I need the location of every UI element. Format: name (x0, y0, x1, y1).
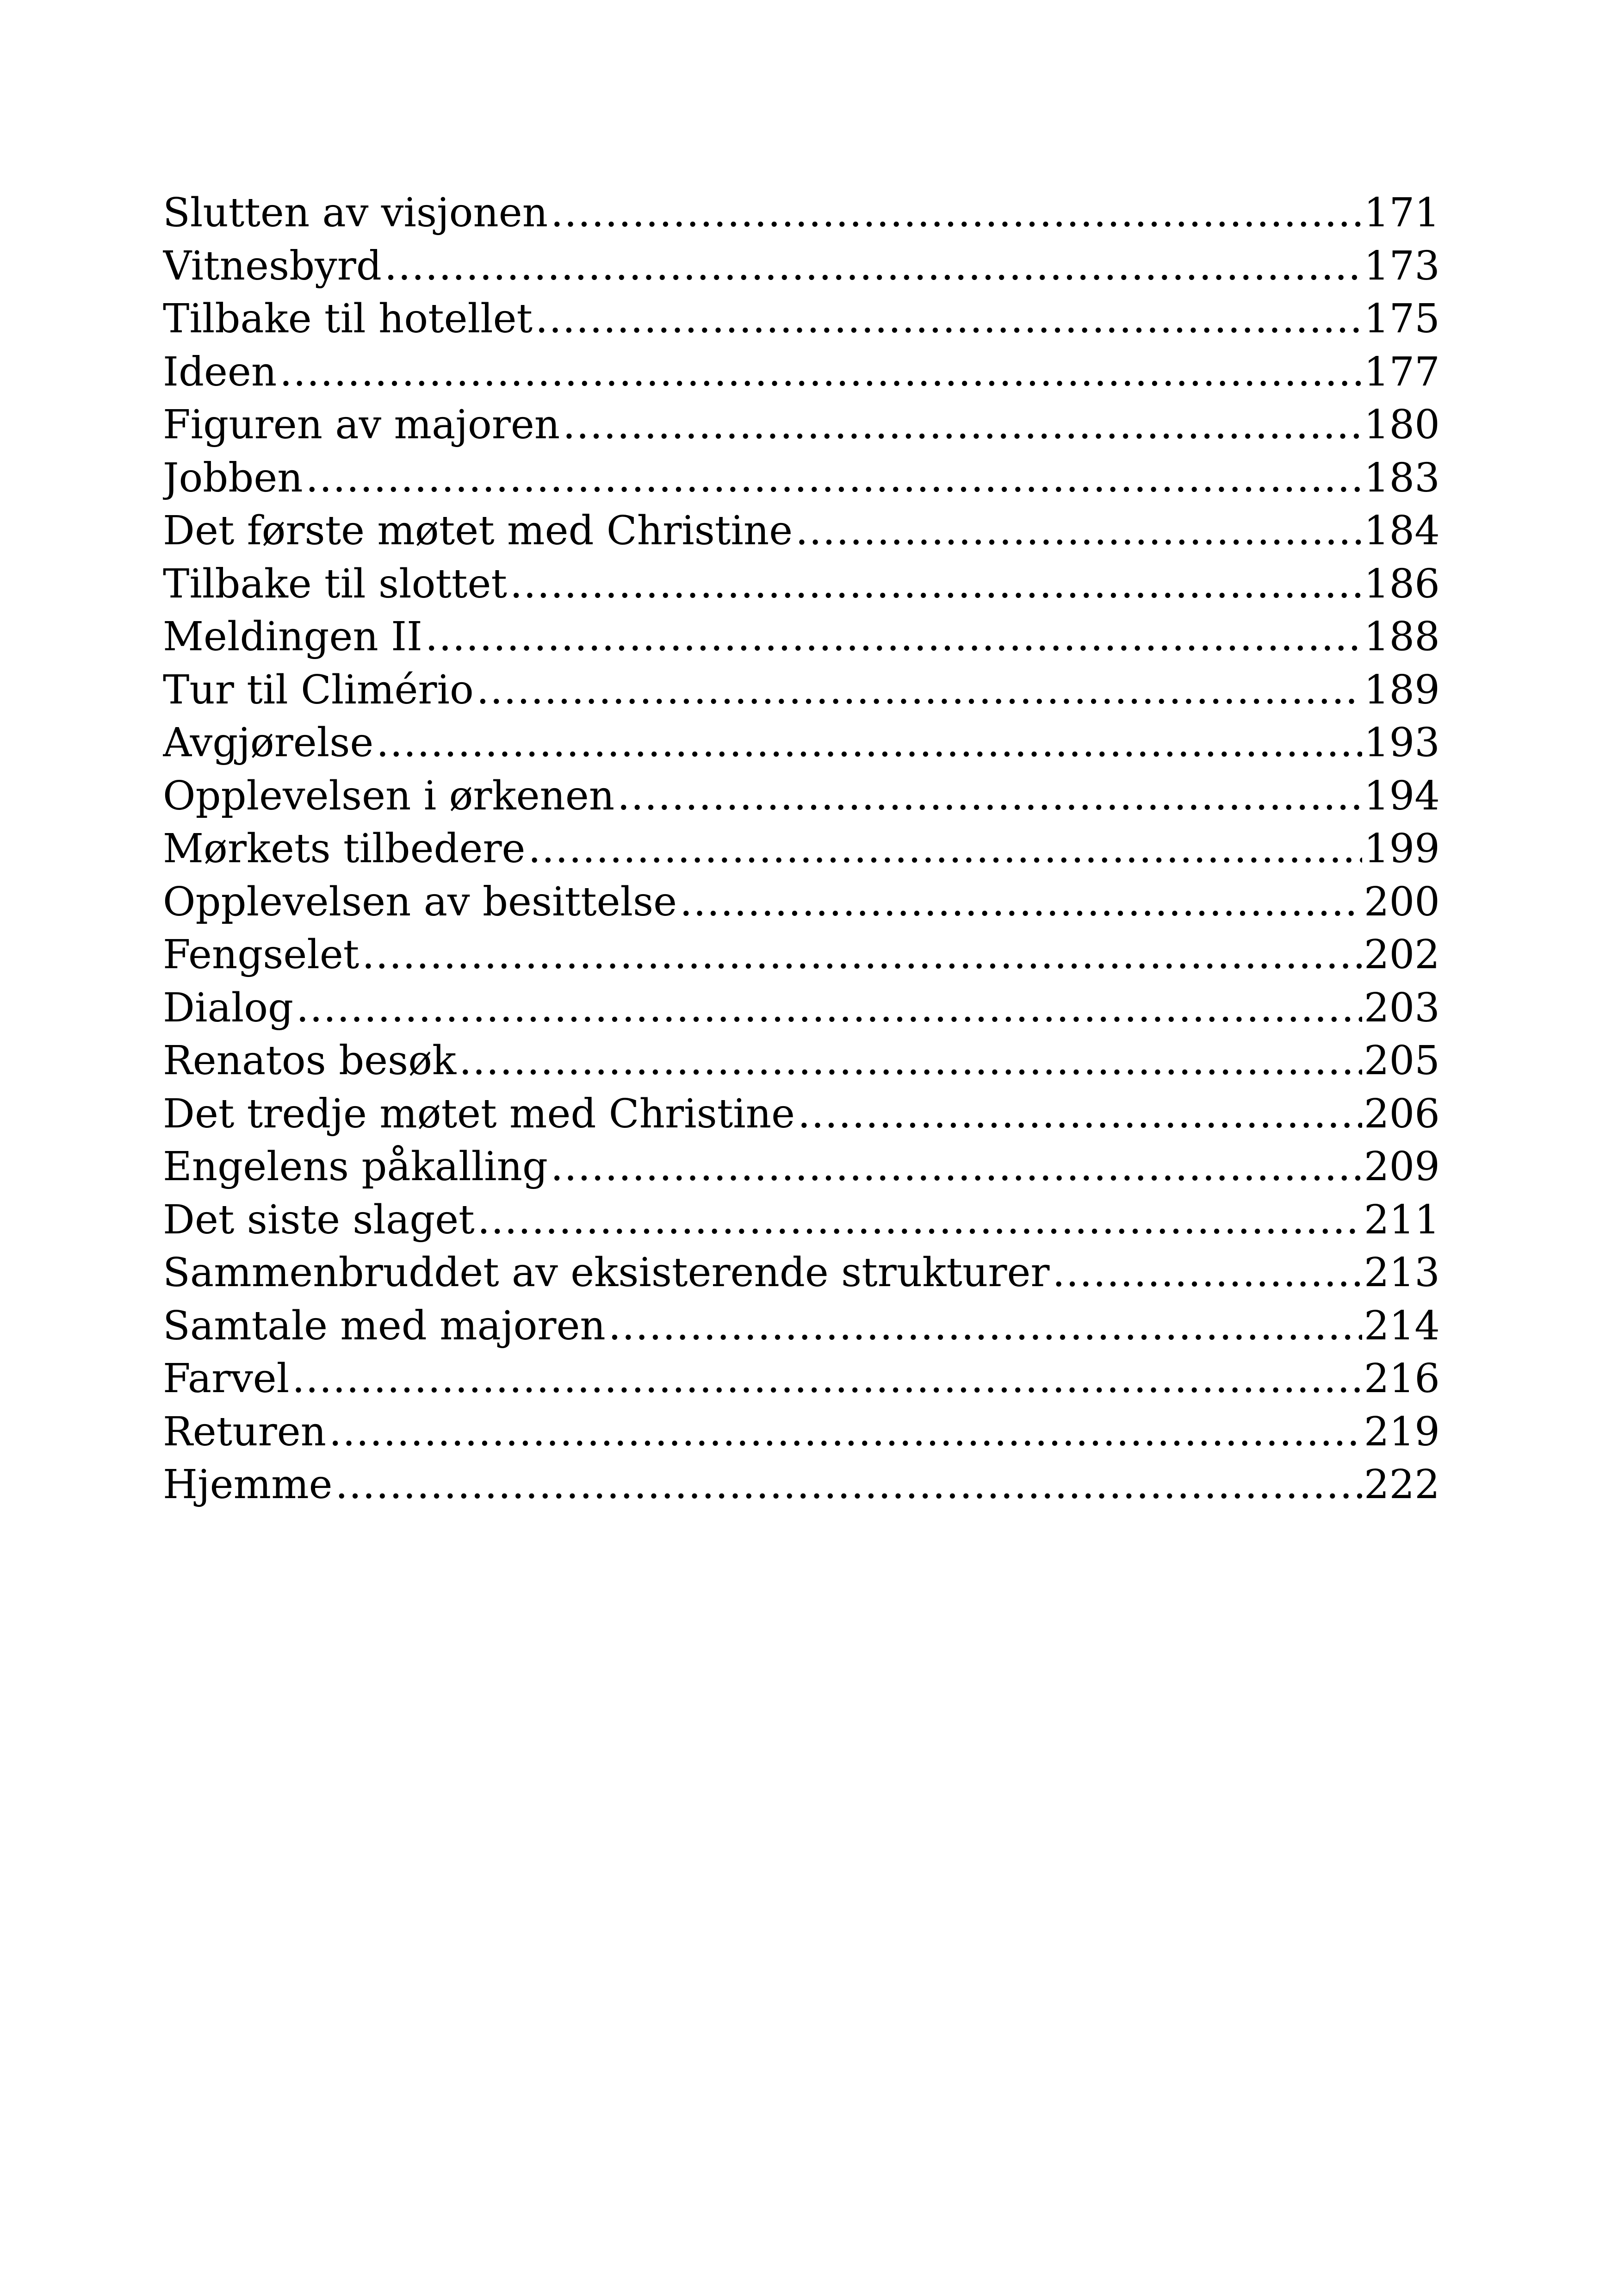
toc-entry (163, 292, 1440, 346)
toc-entry-page: 203 (1364, 984, 1440, 1031)
toc-entry-page: 206 (1364, 1090, 1440, 1137)
toc-entry-title: Opplevelsen i ørkenen (163, 772, 615, 819)
toc-dot-leader (551, 1140, 1362, 1194)
toc-entry-page: 184 (1364, 508, 1440, 554)
toc-dot-leader (680, 876, 1362, 929)
toc-dot-leader (477, 664, 1362, 717)
toc-entry-page: 216 (1364, 1356, 1440, 1402)
toc-dot-leader (617, 770, 1362, 823)
toc-entry (163, 346, 1440, 399)
toc-dot-leader (376, 716, 1362, 770)
toc-entry (163, 1246, 1440, 1300)
toc-entry-title: Det siste slaget (163, 1196, 475, 1243)
toc-dot-leader (362, 928, 1362, 982)
toc-dot-leader (528, 822, 1362, 876)
toc-entry-page: 175 (1364, 296, 1440, 342)
toc-dot-leader (510, 558, 1362, 611)
toc-entry-page: 214 (1364, 1302, 1440, 1349)
toc-entry (163, 1034, 1440, 1088)
toc-entry-title: Meldingen II (163, 614, 423, 660)
toc-entry-page: 189 (1364, 666, 1440, 713)
toc-entry-title: Det tredje møtet med Christine (163, 1090, 795, 1137)
toc-dot-leader (563, 398, 1362, 452)
table-of-contents (163, 187, 1440, 1512)
toc-entry (163, 1140, 1440, 1194)
toc-entry-page: 194 (1364, 772, 1440, 819)
toc-entry (163, 398, 1440, 452)
toc-dot-leader (798, 1088, 1362, 1141)
toc-entry-title: Dialog (163, 984, 294, 1031)
toc-dot-leader (329, 1406, 1362, 1459)
toc-dot-leader (306, 452, 1362, 505)
toc-entry-title: Ideen (163, 348, 277, 395)
toc-entry-title: Sammenbruddet av eksisterende strukturer (163, 1250, 1050, 1296)
toc-dot-leader (425, 610, 1362, 664)
toc-entry (163, 1352, 1440, 1406)
toc-entry-page: 173 (1364, 243, 1440, 289)
toc-entry-title: Jobben (163, 454, 303, 501)
toc-entry-page: 209 (1364, 1144, 1440, 1190)
toc-dot-leader (1052, 1246, 1362, 1300)
toc-entry (163, 1300, 1440, 1353)
toc-entry (163, 1406, 1440, 1459)
toc-entry-title: Samtale med majoren (163, 1302, 606, 1349)
toc-entry-page: 200 (1364, 878, 1440, 925)
toc-entry-page: 186 (1364, 560, 1440, 607)
toc-dot-leader (477, 1194, 1362, 1247)
toc-entry-page: 177 (1364, 348, 1440, 395)
toc-entry (163, 876, 1440, 929)
toc-entry-page: 199 (1364, 826, 1440, 872)
toc-entry-page: 180 (1364, 402, 1440, 448)
toc-entry-title: Det første møtet med Christine (163, 508, 793, 554)
toc-entry-title: Figuren av majoren (163, 402, 560, 448)
toc-dot-leader (296, 982, 1362, 1035)
toc-dot-leader (608, 1300, 1362, 1353)
toc-entry (163, 187, 1440, 240)
toc-entry (163, 716, 1440, 770)
toc-entry-page: 219 (1364, 1408, 1440, 1455)
toc-entry-page: 188 (1364, 614, 1440, 660)
toc-dot-leader (384, 240, 1362, 293)
toc-entry (163, 982, 1440, 1035)
toc-entry (163, 664, 1440, 717)
toc-entry (163, 928, 1440, 982)
toc-entry-title: Renatos besøk (163, 1038, 457, 1084)
toc-entry-page: 211 (1364, 1196, 1440, 1243)
toc-entry-page: 202 (1364, 932, 1440, 978)
toc-entry-title: Hjemme (163, 1462, 333, 1508)
toc-entry-title: Vitnesbyrd (163, 243, 382, 289)
toc-entry-page: 222 (1364, 1462, 1440, 1508)
toc-entry (163, 1088, 1440, 1141)
toc-entry (163, 240, 1440, 293)
toc-entry (163, 822, 1440, 876)
toc-entry-title: Avgjørelse (163, 720, 374, 766)
toc-entry-page: 213 (1364, 1250, 1440, 1296)
toc-entry-page: 183 (1364, 454, 1440, 501)
toc-entry-title: Opplevelsen av besittelse (163, 878, 677, 925)
toc-dot-leader (292, 1352, 1362, 1406)
toc-entry-title: Tilbake til hotellet (163, 296, 533, 342)
toc-dot-leader (535, 292, 1362, 346)
toc-dot-leader (335, 1458, 1362, 1512)
toc-entry (163, 558, 1440, 611)
toc-entry (163, 610, 1440, 664)
toc-entry-page: 205 (1364, 1038, 1440, 1084)
toc-entry-title: Farvel (163, 1356, 290, 1402)
toc-entry-page: 193 (1364, 720, 1440, 766)
toc-entry-title: Mørkets tilbedere (163, 826, 526, 872)
toc-entry-title: Engelens påkalling (163, 1144, 548, 1190)
toc-entry (163, 1194, 1440, 1247)
toc-entry-title: Slutten av visjonen (163, 190, 548, 236)
toc-entry-page: 171 (1364, 190, 1440, 236)
toc-entry (163, 504, 1440, 558)
toc-dot-leader (459, 1034, 1362, 1088)
toc-entry (163, 452, 1440, 505)
toc-dot-leader (551, 187, 1362, 240)
toc-entry-title: Tilbake til slottet (163, 560, 507, 607)
toc-entry-title: Returen (163, 1408, 326, 1455)
toc-dot-leader (795, 504, 1362, 558)
toc-entry-title: Fengselet (163, 932, 360, 978)
toc-entry (163, 770, 1440, 823)
toc-dot-leader (279, 346, 1362, 399)
toc-entry (163, 1458, 1440, 1512)
toc-entry-title: Tur til Climério (163, 666, 474, 713)
